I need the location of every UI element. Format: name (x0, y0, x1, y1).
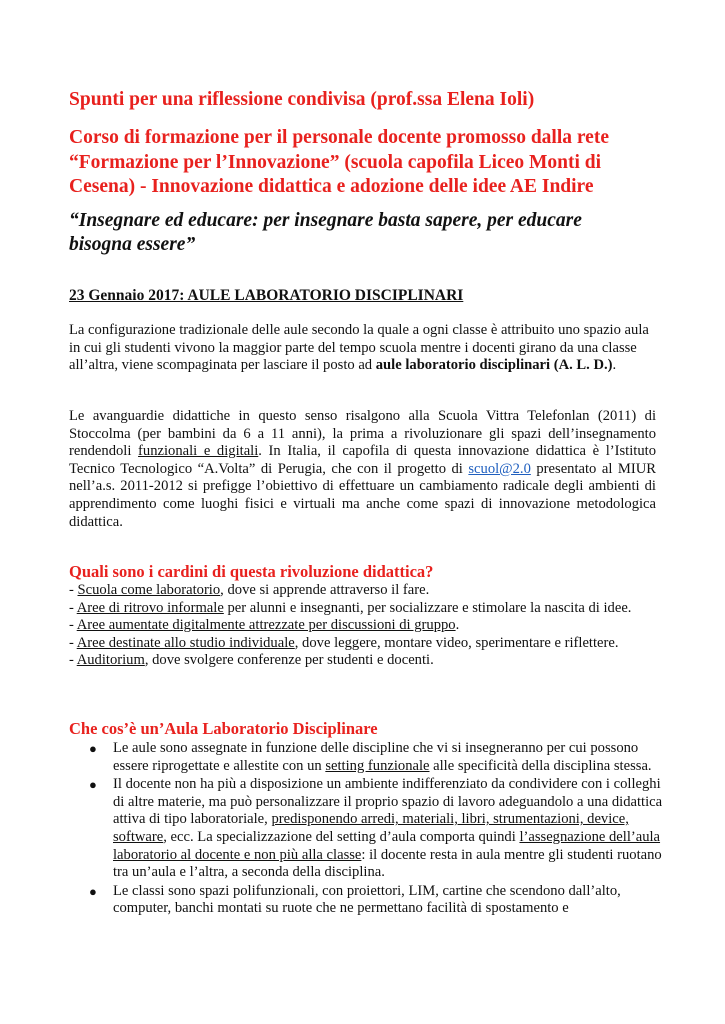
paragraph-avanguardie-a: Le avanguardie didattiche in questo senso risalgono alla Scuola Vittra Telefonlan (2011) di Stoccolma (per bambini da 6 a 11 anni), la prima a rivoluzionare gli spazi dell’insegnamento rendendoli (69, 408, 656, 460)
cardini-item-title: Auditorium (76, 652, 145, 669)
ald-bullet-list (69, 740, 669, 919)
cardini-item-rest: , dove si apprende attraverso il fare. (220, 582, 430, 598)
course-title-line-3: Cesena) - Innovazione didattica e adozione delle idee AE Indire (69, 176, 594, 197)
cardini-item-title: Aree di ritrovo informale (76, 599, 224, 616)
paragraph-avanguardie-underlined: funzionali e digitali (138, 443, 259, 460)
ald-heading: Che cos’è un’Aula Laboratorio Disciplinare (69, 719, 378, 738)
quote-line-2: bisogna essere” (69, 234, 196, 255)
dash-marker: - (69, 634, 77, 651)
course-title (69, 126, 669, 200)
ald-bullet-item (69, 883, 669, 918)
ald-bullet-3-text: Le classi sono spazi polifunzionali, con proiettori, LIM, cartine che scendono dall’alto, computer, banchi montati su ruote che ne permettano facilità di spostamento e (113, 882, 621, 917)
paragraph-avanguardie-b: . In Italia, il capofila di questa innovazione didattica è l’Istituto Tecnico Tecnologico “A.Volta” di Perugia, che con il progetto di (69, 443, 656, 477)
cardini-item (69, 652, 669, 670)
cardini-item-rest: . (455, 617, 460, 634)
cardini-item-rest: per alunni e insegnanti, per socializzare e stimolare la nascita di idee. (223, 599, 632, 616)
cardini-list (69, 582, 669, 670)
paragraph-avanguardie (69, 408, 656, 531)
ald-bullet-1-b: alle specificità della disciplina stessa. (429, 757, 652, 774)
cardini-item (69, 600, 669, 618)
cardini-item-rest: , dove leggere, montare video, sperimentare e riflettere. (294, 634, 619, 651)
ald-bullet-item (69, 740, 669, 775)
cardini-heading: Quali sono i cardini di questa rivoluzione didattica? (69, 562, 434, 581)
bullet-dot-icon: ● (89, 777, 97, 793)
dash-marker: - (69, 599, 77, 616)
cardini-item-title: Aree aumentate digitalmente attrezzate per discussioni di gruppo (76, 617, 456, 634)
cardini-item (69, 582, 669, 600)
ald-bullet-2-a: Il docente non ha più a disposizione un ambiente indifferenziato da condividere con i colleghi di altre materie, ma può personalizzare il proprio spazio di lavoro adeguandolo a una didattica attiva di tipo laboratoriale, (113, 776, 663, 828)
cardini-item-rest: , dove svolgere conferenze per studenti e docenti. (144, 652, 434, 669)
dash-marker: - (69, 617, 77, 634)
ald-bullet-item (69, 776, 669, 882)
scuol-link[interactable]: scuol@2.0 (468, 460, 531, 477)
ald-bullet-2-underlined-2: l’assegnazione dell’aula laboratorio al docente e non più alla classe (113, 828, 661, 863)
cardini-item (69, 635, 669, 653)
cardini-item (69, 617, 669, 635)
paragraph-intro-end: . (612, 357, 617, 374)
bullet-dot-icon: ● (89, 741, 97, 756)
paragraph-intro (69, 322, 656, 375)
ald-bullet-1-underlined: setting funzionale (325, 757, 430, 774)
paragraph-intro-bold: aule laboratorio disciplinari (A. L. D.) (375, 357, 613, 374)
section-date-title: 23 Gennaio 2017: AULE LABORATORIO DISCIPLINARI (69, 287, 464, 304)
course-title-line-1: Corso di formazione per il personale docente promosso dalla rete (69, 127, 609, 148)
ald-bullet-1-a: Le aule sono assegnate in funzione delle discipline che vi si insegneranno per cui possono essere riprogettate e allestite con un (113, 740, 639, 774)
bullet-dot-icon: ● (89, 883, 97, 899)
dash-marker: - (69, 652, 77, 669)
paragraph-avanguardie-c: presentato al MIUR nell’a.s. 2011-2012 si prefigge l’obiettivo di effettuare un cambiamento radicale degli ambienti di apprendimento come luoghi fisici e virtuali ma anche come spazi di innovazione metodologica didattica. (69, 460, 657, 530)
dash-marker: - (69, 582, 78, 598)
cardini-item-title: Aree destinate allo studio individuale (76, 634, 295, 651)
quote (69, 209, 669, 257)
title-spunti: Spunti per una riflessione condivisa (prof.ssa Elena Ioli) (69, 89, 535, 110)
ald-bullet-2-underlined-1: predisponendo arredi, materiali, libri, strumentazioni, device, software (113, 811, 629, 845)
course-title-line-2: “Formazione per l’Innovazione” (scuola capofila Liceo Monti di (69, 151, 602, 173)
paragraph-intro-text: La configurazione tradizionale delle aule secondo la quale a ogni classe è attribuito uno spazio aula in cui gli studenti vivono la maggior parte del tempo scuola mentre i docenti girano da una classe all’altra, viene scompaginata per lasciare il posto ad (69, 322, 649, 374)
cardini-item-title: Scuola come laboratorio (77, 582, 221, 598)
quote-line-1: “Insegnare ed educare: per insegnare basta sapere, per educare (69, 210, 582, 231)
ald-bullet-2-b: , ecc. La specializzazione del setting d’aula comporta quindi (163, 828, 520, 845)
ald-bullet-2-c: : il docente resta in aula mentre gli studenti ruotano tra un’aula e l’altra, a seconda della disciplina. (113, 846, 662, 881)
